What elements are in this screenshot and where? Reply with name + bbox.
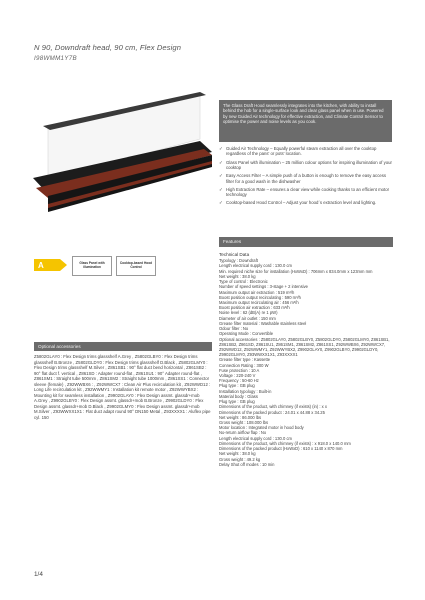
technical-data-line: Length electrical supply cord : 130.0 cm — [219, 263, 292, 269]
product-code: I98WMM1Y7B — [34, 55, 77, 62]
check-icon: ✓ — [219, 159, 223, 165]
technical-data-line: Fuse protection : 10 A — [219, 367, 260, 373]
check-icon: ✓ — [219, 200, 223, 206]
technical-data-line: Installation typology : Built-in — [219, 388, 272, 394]
optional-accessories-heading: Optional accessories — [34, 342, 212, 351]
energy-label-icon — [34, 258, 68, 272]
technical-data-line: Dimensions of the product, with chimney (if exists) : x 918.0 x 140.0 mm — [219, 440, 351, 446]
energy-class: A — [38, 261, 44, 270]
technical-data-line: Type of control : Electronic — [219, 279, 268, 285]
page-number: 1/4 — [34, 571, 43, 578]
technical-data-line: Min. required niche size for installation (HxWxD) : 706mm x 834.0mm x 123mm mm — [219, 268, 373, 274]
technical-data-line: Typology : Downdraft — [219, 258, 258, 264]
technical-data-line: Operating Mode : Convertible — [219, 331, 274, 337]
technical-data-line: Boost position output recirculating : 590 m³/h — [219, 294, 301, 300]
technical-data-line: Maximum output air extraction : 519 m³/h — [219, 289, 295, 295]
technical-data-line: Material body : Glass — [219, 393, 258, 399]
technical-data-line: Net weight : 38.0 kg — [219, 451, 256, 457]
feature-item: ✓ Cooktop-based Hood Control – Adjust your hood´s extraction level and lighting. — [219, 200, 377, 206]
technical-data-line: Length electrical supply cord : 130.0 cm — [219, 435, 292, 441]
feature-item: ✓ Easy Access Filter – A simple push of a button is enough to remove the easy access filter for a good wash in the dishwasher — [219, 173, 387, 184]
technical-data-line: Net weight : 38.0 kg — [219, 273, 256, 279]
product-title: N 90, Downdraft head, 90 cm, Flex Design — [34, 43, 182, 52]
technical-data-line: Net weight : 86.000 lbs — [219, 414, 262, 420]
technical-data-heading: Technical Data — [219, 252, 250, 257]
optional-accessories-text: Z5802GLAY0 : Flex Design trims glassshelf A.Grey , Z5802GLBY0 : Flex Design trims glassshelf B.Bronze , Z5802GLDY0 : Flex Design trims glassshelf D.Black , Z5802GLMY0 : Flex Design trims glassshelf M.Silver , Z861SB1 : 90° flat duct bend horizontal , Z861SB2 : 90° flat duct f. vertical , Z861SD : Adapter round-flat , Z861SU1 : 90° Adapter round-flat , Z861SM1 : Straight tube 500mm , Z861SM2 : Straight tube 1000mm , Z861SS1 : Connector sleeve (female) , Z92WWBX6 : , Z92WWCX7 : Clean Air Plus recirculation kit , Z92WWD12 : Long Life recirculation kit , Z92WWMY1 : Installation kit remote motor , Z92WWYBX2 : Mounting kit for seamless installation , Z9902GLAY0 : Flex Design assmt. glassdr+mob A.Grey , Z9902GLBY0 : Flex Design assmt. glassdr+mob B.Bronze , Z9902GLDY0 : Flex Design assmt. glassdr+mob D.Black , Z9902GLMY0 : Flex Design assmt. glassdr+mob M.Silver , Z93WWXX1X1 : Flat duct adapt round 90° DN150 Metal , Z93XXXX1 : Aluflex pipe cyl. 150 — [34, 354, 211, 420]
technical-data-line: Number of speed settings : 3-stage + 2 intensive — [219, 284, 308, 290]
feature-item: ✓ Glass Panel with illumination – 25 million colour options for inspiring illumination of your cooktop — [219, 159, 392, 171]
check-icon: ✓ — [219, 186, 223, 192]
feature-item: ✓ High Extraction Rate – ensures a clear view while cooking thanks to an efficient motor technology — [219, 186, 390, 198]
technical-data-line: Voltage : 220-240 V — [219, 373, 256, 379]
technical-data-line: Grease filter type : Kassette — [219, 357, 271, 363]
intro-text: The Glass Draft Hood seamlessly integrates into the kitchen, with ability to install behind the hob for a single-surface look and clear glass panel when in use. Powered by new Guided Air technology for effective extraction, and Climate Control Sensor to optimise the power and noise levels as you cook. — [223, 103, 384, 125]
technical-data-line: Gross weight : 108.000 lbs — [219, 420, 269, 425]
key-features-list — [219, 146, 393, 209]
technical-data-list — [219, 258, 393, 467]
technical-data-line: Optional accessories : Z5802GLAY0, Z5802GLBY0, Z5802GLDY0, Z5802GLMY0, Z861SB1, Z861SB2, Z861SD, Z861SU1, Z861SM1, Z861SM2, Z861SS1, Z92WWBX6, Z92WWCX7, Z92WWD12, Z92WWMY1, Z92WWYBX2, Z9902GLAY0, Z9902GLBY0, Z9902GLDY0, Z9902GLMY0, Z93WWXX1X1, Z93XXXX1 — [219, 336, 390, 358]
technical-data — [219, 252, 393, 467]
technical-data-line: Motor location : Integrated motor in hood body — [219, 425, 304, 431]
technical-data-line: Dimensions of the product, with chimney (if exists) (in) : x x — [219, 404, 327, 410]
hood-control-logo: Cooktop-based Hood Control — [116, 256, 156, 276]
technical-data-line: Plug type : GB plug — [219, 383, 255, 389]
technical-data-line: Connection Rating : 300 W — [219, 362, 269, 368]
technical-data-line: Odour filter : No — [219, 326, 249, 332]
technical-data-line: Dimensions of the packed product (HxWxD) : 610 x 1140 x 870 mm — [219, 446, 343, 452]
feature-logos — [72, 256, 156, 276]
downdraft-hood-image — [28, 92, 213, 222]
technical-data-line: Maximum output recirculating air : 456 m³/h — [219, 299, 299, 305]
glass-panel-logo: Glass Panel with illumination — [72, 256, 112, 276]
features-heading: Features — [219, 237, 393, 247]
technical-data-line: Noise level : 62 (dB(A) re 1 pW) — [219, 310, 278, 316]
check-icon: ✓ — [219, 173, 223, 179]
technical-data-line: Plug type : GB plug — [219, 399, 255, 405]
technical-data-line: Gross weight : 49.2 kg — [219, 456, 261, 462]
technical-data-line: Frequency : 50-60 Hz — [219, 378, 259, 384]
check-icon: ✓ — [219, 146, 223, 151]
technical-data-line: Dimensions of the packed product : 24.01 x 44.88 x 34.25 — [219, 409, 325, 415]
technical-data-line: Grease filter material : Washable stainless steel — [219, 320, 307, 326]
feature-item: ✓ Guided Air Technology – Equally powerful steam extraction all over the cooktop regardless of the pans' or pots' location. — [219, 146, 377, 157]
technical-data-line: Delay Shut off modes : 10 min — [219, 461, 275, 467]
technical-data-line: Diameter of air outlet : 150 mm — [219, 315, 276, 321]
intro-box — [219, 100, 392, 142]
technical-data-line: Boost position air extraction : 633 m³/h — [219, 305, 290, 311]
technical-data-line: No-return airflow flap : No — [219, 430, 267, 436]
